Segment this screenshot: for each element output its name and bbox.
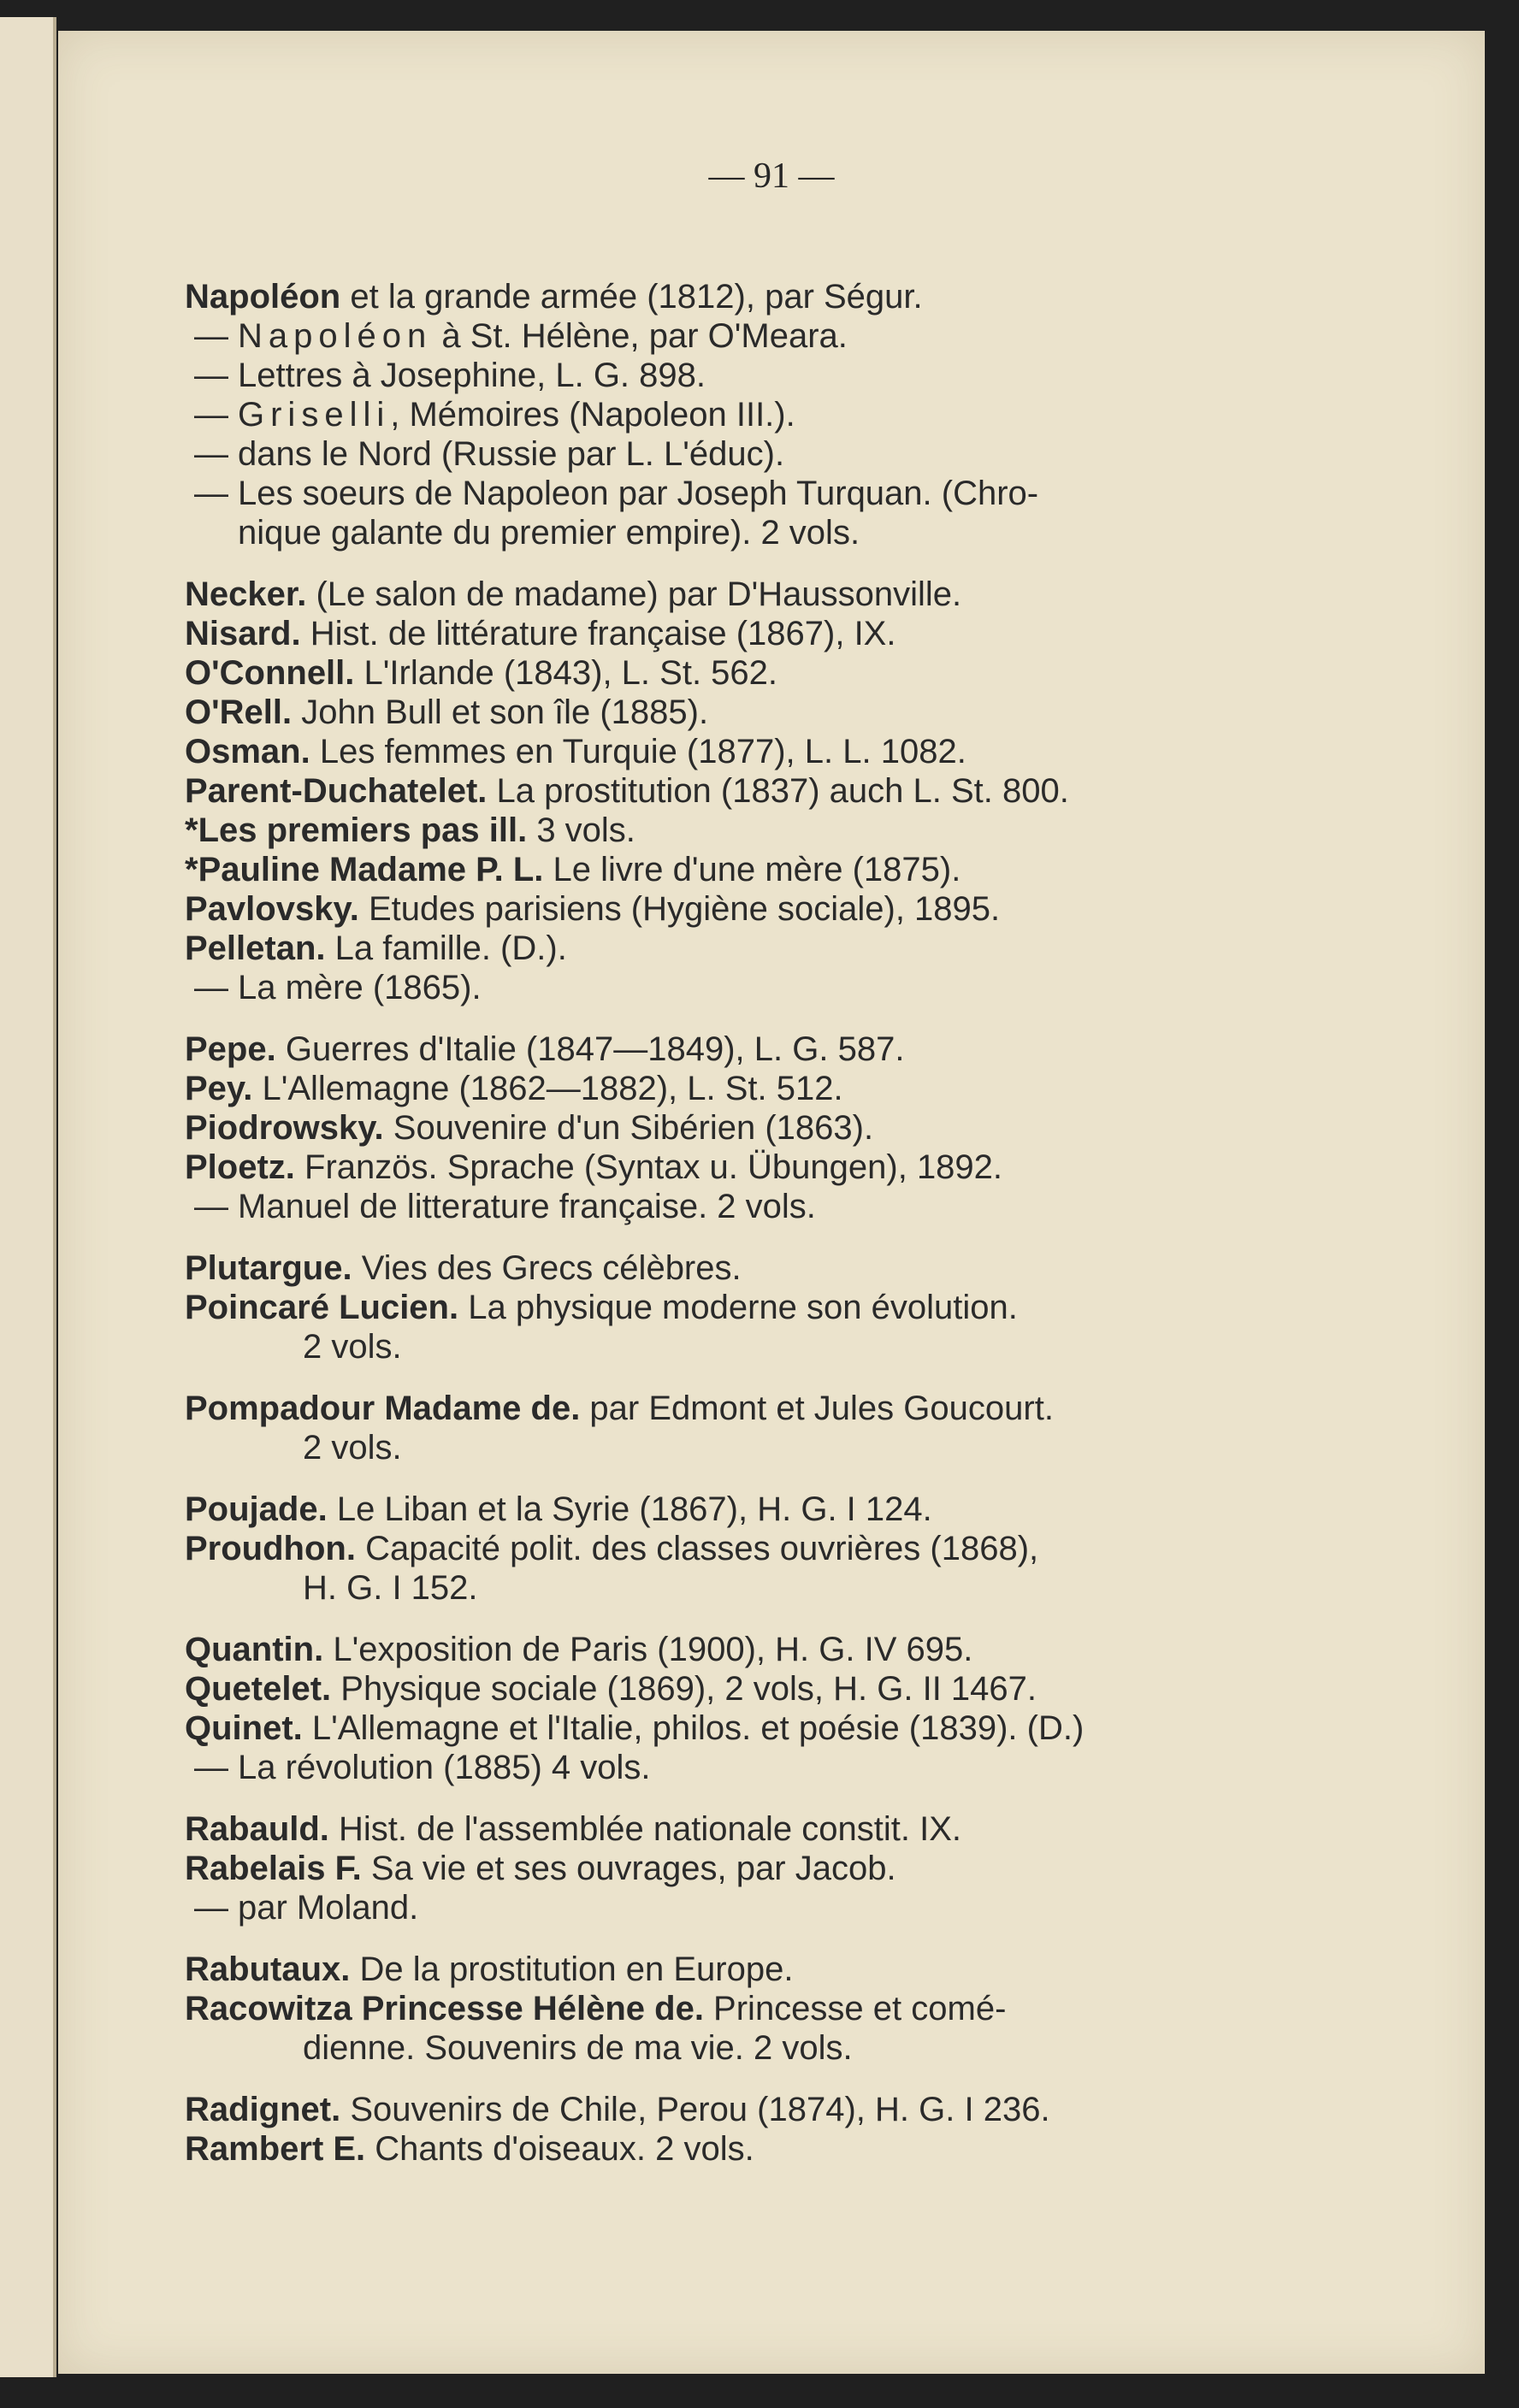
entry-text: , Mémoires (Napoleon III.). [390,396,795,434]
ditto-dash: — [194,969,228,1006]
entry-head: *Les premiers pas ill. [185,812,528,849]
list-item [185,1187,1356,1226]
list-item [185,1669,1356,1709]
entry-text: La famille. (D.). [325,930,567,967]
entry-text: Le Liban et la Syrie (1867), H. G. I 124. [327,1490,932,1528]
entry-head: Osman. [185,733,310,770]
entry-head: Napoléon [185,278,341,316]
entry-text: L'Allemagne (1862—1882), L. St. 512. [252,1070,843,1107]
entry-head: Rambert E. [185,2130,366,2168]
entry-head: Parent-Duchatelet. [185,772,488,810]
entry-text: Physique sociale (1869), 2 vols, H. G. II 1467. [331,1670,1037,1708]
entry-text: Le livre d'une mère (1875). [543,851,961,888]
ditto-dash: — [194,475,228,512]
entry-head: Nisard. [185,615,301,652]
entry-head: Necker. [185,575,307,613]
entry-text: Souvenire d'un Sibérien (1863). [383,1109,874,1147]
list-item [185,732,1356,771]
entry-text: L'Irlande (1843), L. St. 562. [354,654,778,692]
entry-head: Plutargue. [185,1249,352,1287]
list-item [185,811,1356,850]
entry-head: Ploetz. [185,1148,295,1186]
book-page [58,31,1485,2374]
list-item [185,434,1356,474]
list-item [185,1950,1356,1989]
list-item [185,1809,1356,1849]
list-item [185,968,1356,1007]
list-item [185,277,1356,316]
entry-text: Chants d'oiseaux. 2 vols. [365,2130,754,2168]
entry-head: Proudhon. [185,1530,356,1567]
list-item [185,1748,1356,1787]
ditto-dash: — [194,1889,228,1927]
entry-head: Piodrowsky. [185,1109,384,1147]
ditto-dash: — [194,396,228,434]
entry-continuation: nique galante du premier empire). 2 vols. [238,514,860,552]
entry-text: à St. Hélène, par O'Meara. [432,317,848,355]
entry-continuation: dienne. Souvenirs de ma vie. 2 vols. [303,2029,853,2067]
ditto-dash: — [194,435,228,473]
list-item [185,1288,1356,1366]
entry-head: Pey. [185,1070,253,1107]
entry-head: Rabutaux. [185,1951,351,1988]
list-item [185,1069,1356,1108]
entry-spaced: Napoléon [238,317,433,355]
list-item [185,929,1356,968]
list-item [185,1630,1356,1669]
entry-text: Hist. de littérature française (1867), IX. [300,615,896,652]
entry-text: Les femmes en Turquie (1877), L. L. 1082. [310,733,966,770]
ditto-dash: — [194,1749,228,1786]
entry-head: Pompadour Madame de. [185,1390,581,1427]
entry-head: Rabelais F. [185,1850,362,1887]
page-number: — 91 — [708,156,835,196]
entry-head: Pelletan. [185,930,326,967]
entry-head: Quetelet. [185,1670,332,1708]
list-item [185,1989,1356,2068]
entry-text: Etudes parisiens (Hygiène sociale), 1895. [358,890,1001,928]
entry-text: La mère (1865). [238,969,482,1006]
entry-head: Radignet. [185,2091,341,2128]
entry-text: Manuel de litterature française. 2 vols. [238,1188,816,1225]
list-item [185,316,1356,356]
list-item [185,1030,1356,1069]
entry-text: Capacité polit. des classes ouvrières (1868), [355,1530,1039,1567]
entry-text: dans le Nord (Russie par L. L'éduc). [238,435,785,473]
list-item [185,614,1356,653]
entry-text: Guerres d'Italie (1847—1849), L. G. 587. [275,1030,905,1068]
entry-head: Racowitza Princesse Hélène de. [185,1990,704,2027]
entry-text: L'Allemagne et l'Italie, philos. et poésie (1839). (D.) [302,1709,1085,1747]
entry-head: Quinet. [185,1709,303,1747]
entry-text: 3 vols. [527,812,635,849]
entry-spaced: Griselli [238,396,391,434]
entry-continuation: H. G. I 152. [303,1569,478,1607]
entry-text: John Bull et son île (1885). [292,693,709,731]
entry-text: Sa vie et ses ouvrages, par Jacob. [361,1850,896,1887]
entry-text: Französ. Sprache (Syntax u. Übungen), 1892. [294,1148,1003,1186]
entry-head: O'Connell. [185,654,355,692]
list-item [185,889,1356,929]
entry-head: O'Rell. [185,693,293,731]
list-item [185,1389,1356,1467]
ditto-dash: — [194,317,228,355]
entry-text: De la prostitution en Europe. [350,1951,794,1988]
entry-text: Les soeurs de Napoleon par Joseph Turquan. (Chro- [238,475,1039,512]
list-item [185,1490,1356,1529]
entry-continuation: 2 vols. [303,1328,402,1366]
entry-text: La physique moderne son évolution. [458,1289,1018,1326]
list-item [185,474,1356,552]
list-item [185,1529,1356,1608]
entry-text: Hist. de l'assemblée nationale constit. IX. [328,1810,962,1848]
entry-continuation: 2 vols. [303,1429,402,1467]
list-item [185,575,1356,614]
list-item [185,1248,1356,1288]
list-item [185,356,1356,395]
entry-head: Quantin. [185,1631,324,1668]
entry-text: L'exposition de Paris (1900), H. G. IV 695. [323,1631,973,1668]
list-item [185,1888,1356,1927]
entry-head: Pepe. [185,1030,276,1068]
list-item [185,771,1356,811]
list-item [185,2129,1356,2169]
entry-text: La révolution (1885) 4 vols. [238,1749,651,1786]
entry-text: Princesse et comé- [703,1990,1007,2027]
entry-text: Lettres à Josephine, L. G. 898. [238,357,706,394]
ditto-dash: — [194,357,228,394]
entry-text: Souvenirs de Chile, Perou (1874), H. G. I 236. [340,2091,1050,2128]
bibliography-list [185,277,1356,2169]
entry-text: par Edmont et Jules Goucourt. [580,1390,1054,1427]
list-item [185,395,1356,434]
entry-head: *Pauline Madame P. L. [185,851,544,888]
entry-text: (Le salon de madame) par D'Haussonville. [306,575,962,613]
entry-text: La prostitution (1837) auch L. St. 800. [487,772,1069,810]
list-item [185,1108,1356,1148]
entry-text: et la grande armée (1812), par Ségur. [340,278,923,316]
entry-head: Poincaré Lucien. [185,1289,459,1326]
entry-head: Rabauld. [185,1810,329,1848]
list-item [185,1148,1356,1187]
list-item [185,1709,1356,1748]
list-item [185,850,1356,889]
list-item [185,1849,1356,1888]
list-item [185,693,1356,732]
facing-page-edge [0,17,56,2377]
entry-head: Poujade. [185,1490,328,1528]
list-item [185,2090,1356,2129]
list-item [185,653,1356,693]
entry-head: Pavlovsky. [185,890,359,928]
entry-text: Vies des Grecs célèbres. [352,1249,742,1287]
entry-text: par Moland. [238,1889,419,1927]
ditto-dash: — [194,1188,228,1225]
